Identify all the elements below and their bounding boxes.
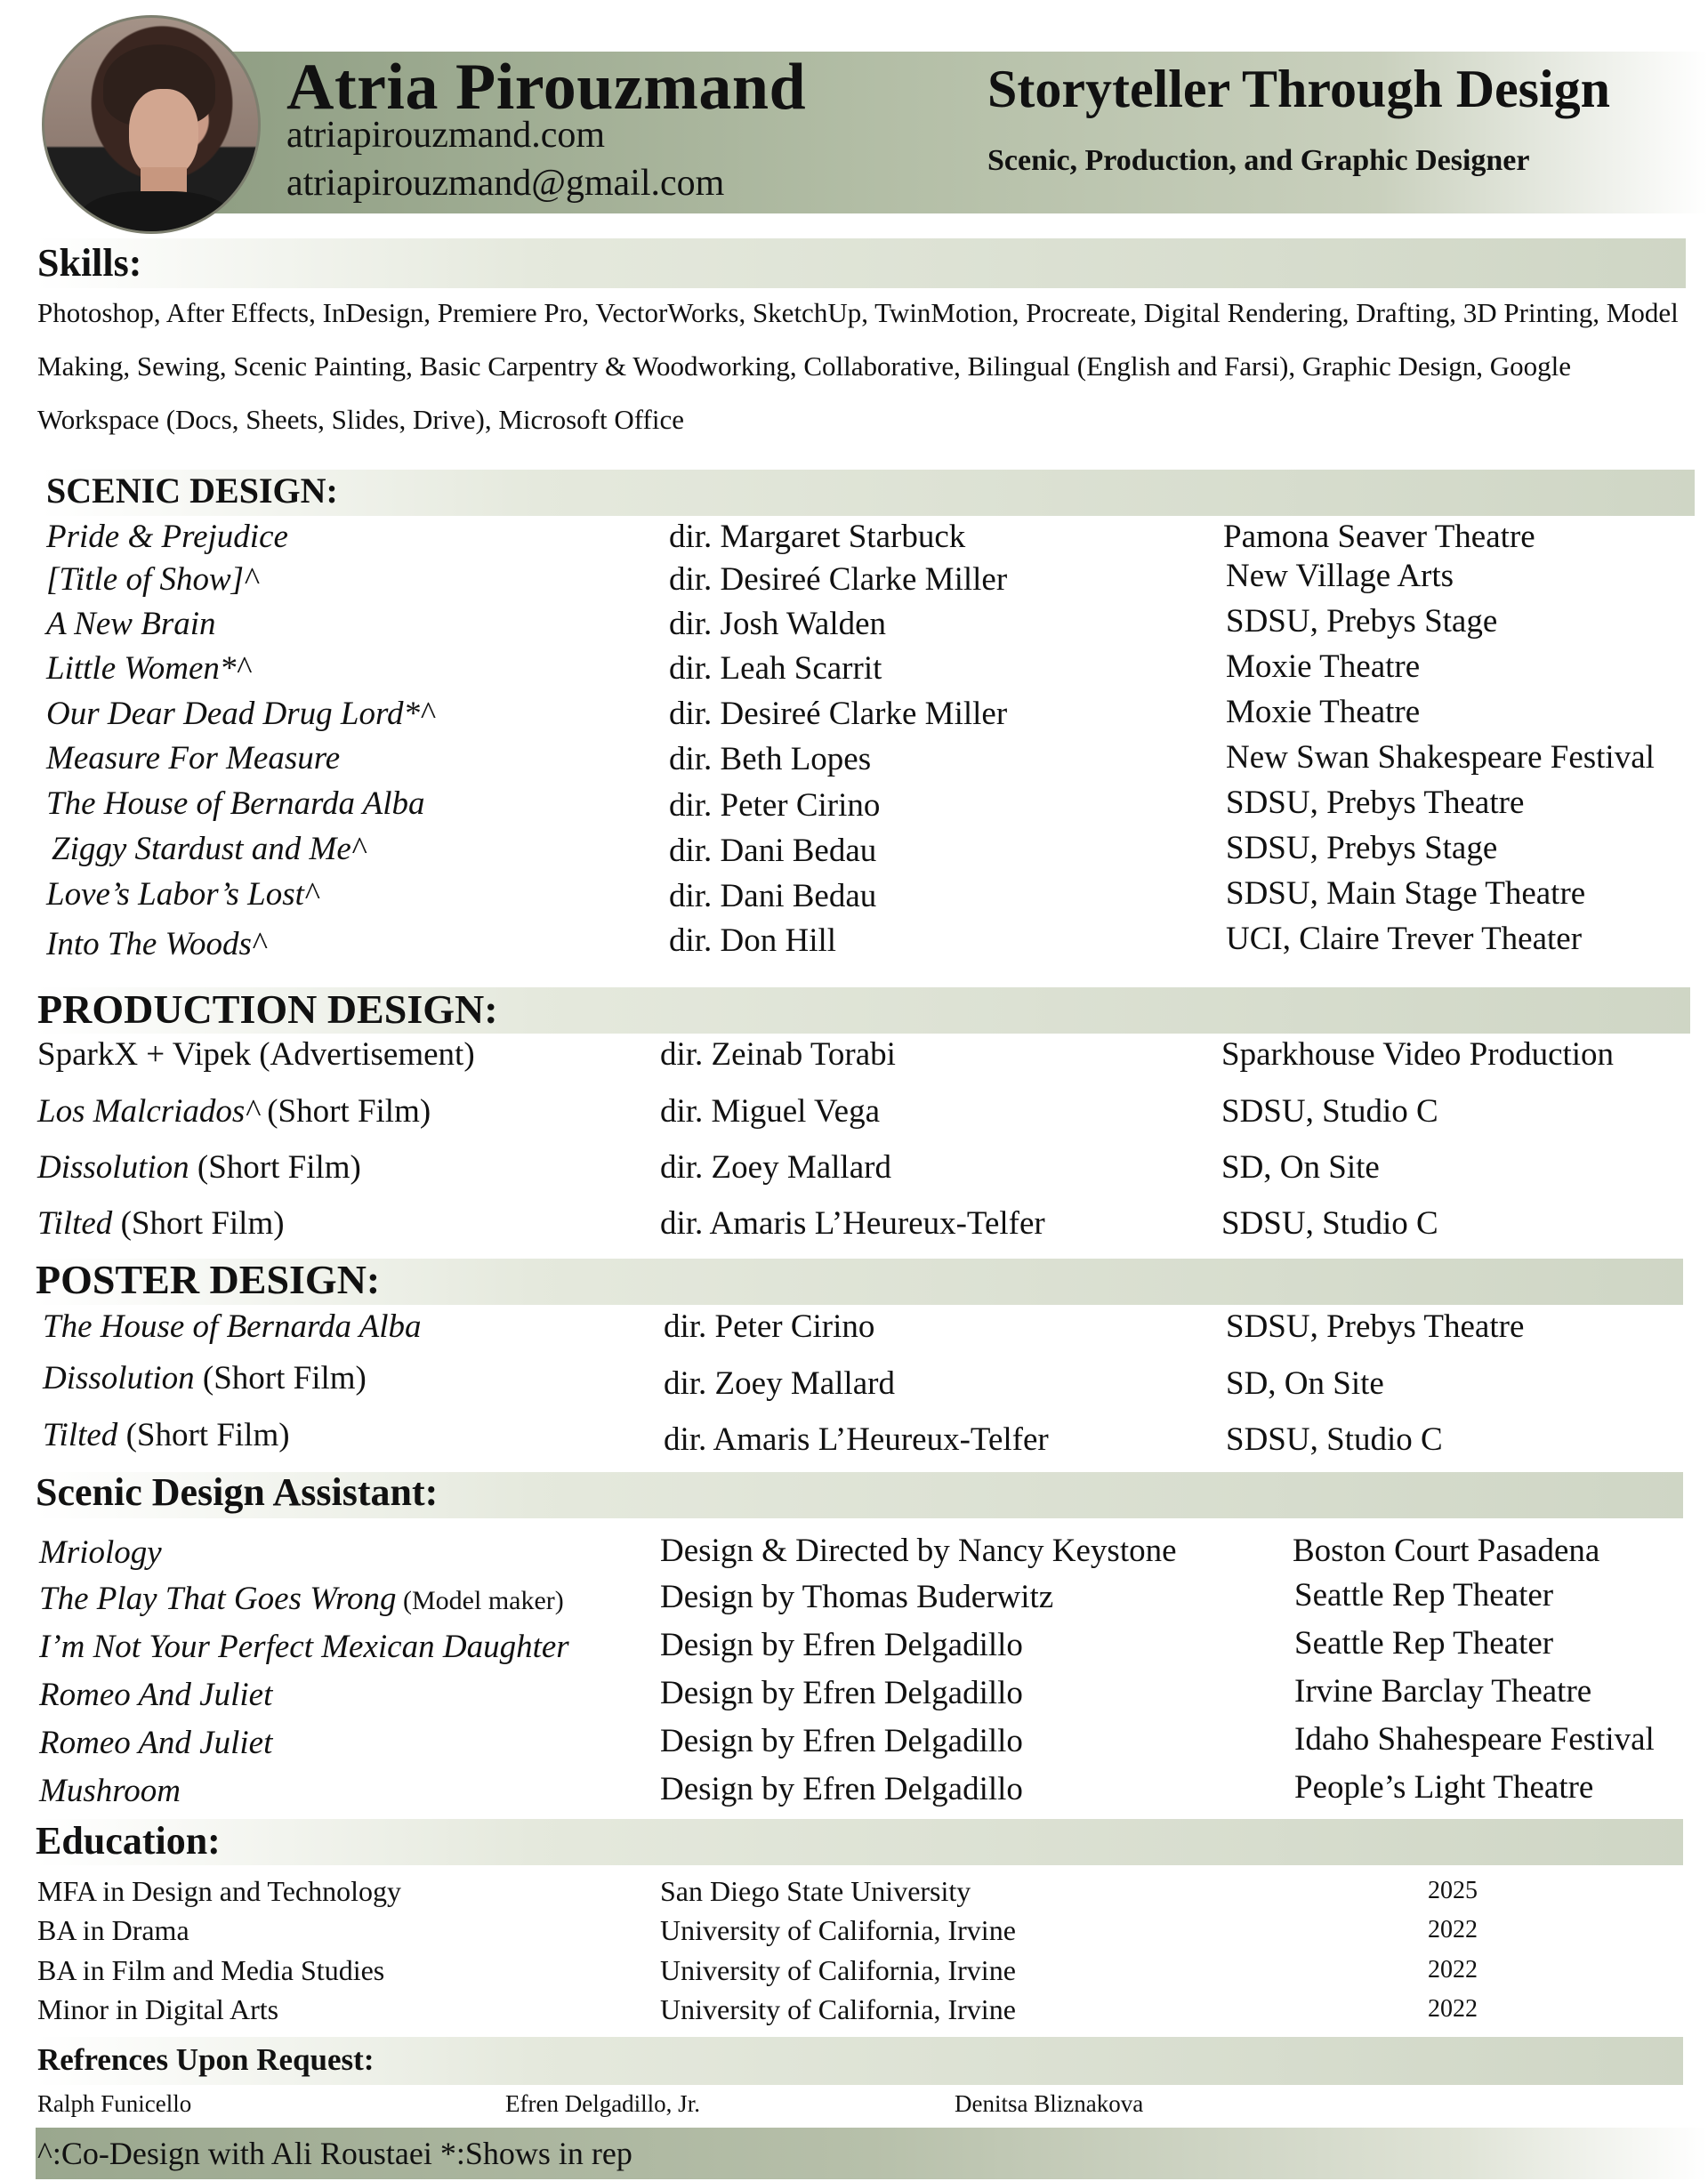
assistant-show <box>39 1580 564 1618</box>
skills-text: Photoshop, After Effects, InDesign, Premiere Pro, VectorWorks, SketchUp, TwinMotion, Procreate, Digital Rendering, Drafting, 3D Printing, Model Making, Sewing, Scenic Painting, Basic Carpentry & Woodworking, Collaborative, Bilingual (English and Farsi), Graphic Design, Google Workspace (Docs, Sheets, Slides, Drive), Microsoft Office <box>37 297 1679 435</box>
avatar <box>42 15 261 234</box>
scenic-show: Pride & Prejudice <box>46 519 288 555</box>
scenic-show: Love’s Labor’s Lost^ <box>46 876 318 913</box>
poster-show <box>43 1359 367 1397</box>
education-degree: BA in Drama <box>37 1914 189 1946</box>
poster-show <box>43 1308 421 1346</box>
poster-venue: SD, On Site <box>1226 1365 1384 1402</box>
education-title: Education: <box>36 1819 221 1863</box>
education-year: 2022 <box>1428 1956 1478 1984</box>
assistant-venue: Irvine Barclay Theatre <box>1294 1673 1592 1710</box>
reference-name: Denitsa Bliznakova <box>955 2090 1144 2117</box>
name-heading: Atria Pirouzmand <box>286 51 807 124</box>
poster-venue: SDSU, Prebys Theatre <box>1226 1308 1525 1345</box>
footer-note: ^:Co-Design with Ali Roustaei *:Shows in rep <box>37 2136 632 2171</box>
scenic-show: Into The Woods^ <box>46 926 266 962</box>
education-year: 2022 <box>1428 1916 1478 1944</box>
scenic-venue: Moxie Theatre <box>1226 648 1421 685</box>
education-year: 2025 <box>1428 1877 1478 1904</box>
assistant-designer: Design by Efren Delgadillo <box>660 1675 1023 1711</box>
tagline: Storyteller Through Design <box>987 60 1611 118</box>
scenic-venue: UCI, Claire Trever Theater <box>1226 921 1583 957</box>
scenic-venue: SDSU, Prebys Stage <box>1226 830 1498 866</box>
education-degree: BA in Film and Media Studies <box>37 1954 385 1986</box>
assistant-show <box>39 1724 272 1762</box>
poster-title: POSTER DESIGN: <box>36 1257 381 1302</box>
production-venue: SDSU, Studio C <box>1221 1205 1438 1242</box>
scenic-show: Our Dear Dead Drug Lord*^ <box>46 696 434 732</box>
scenic-director: dir. Beth Lopes <box>669 741 872 777</box>
scenic-director: dir. Margaret Starbuck <box>669 519 966 555</box>
assistant-show-title: Mushroom <box>39 1773 181 1809</box>
scenic-title: SCENIC DESIGN: <box>46 471 338 511</box>
assistant-venue: People’s Light Theatre <box>1294 1769 1594 1806</box>
production-show-note: SparkX + Vipek (Advertisement) <box>37 1036 475 1073</box>
education-degree: MFA in Design and Technology <box>37 1875 401 1907</box>
poster-show-note: (Short Film) <box>194 1360 367 1396</box>
references-title: Refrences Upon Request: <box>37 2042 375 2077</box>
assistant-show-title: I’m Not Your Perfect Mexican Daughter <box>39 1629 569 1665</box>
skills-title: Skills: <box>37 241 142 285</box>
scenic-show: A New Brain <box>46 606 216 642</box>
production-show <box>37 1204 285 1243</box>
assistant-venue: Seattle Rep Theater <box>1294 1577 1554 1614</box>
education-band <box>36 1819 1683 1865</box>
poster-director: dir. Amaris L’Heureux-Telfer <box>664 1421 1049 1458</box>
scenic-show: The House of Bernarda Alba <box>46 785 425 822</box>
education-school: University of California, Irvine <box>660 1914 1016 1946</box>
website-link[interactable]: atriapirouzmand.com <box>286 115 606 156</box>
assistant-designer: Design by Efren Delgadillo <box>660 1771 1023 1807</box>
production-show-title: Dissolution <box>37 1149 189 1186</box>
education-school: University of California, Irvine <box>660 1993 1016 2025</box>
scenic-venue: Moxie Theatre <box>1226 694 1421 730</box>
education-school: University of California, Irvine <box>660 1954 1016 1986</box>
production-venue: SDSU, Studio C <box>1221 1093 1438 1130</box>
assistant-designer: Design & Directed by Nancy Keystone <box>660 1533 1177 1569</box>
scenic-show: Little Women*^ <box>46 650 251 687</box>
assistant-show-title: Mriology <box>39 1534 162 1571</box>
scenic-venue: SDSU, Prebys Stage <box>1226 603 1498 640</box>
assistant-designer: Design by Efren Delgadillo <box>660 1723 1023 1759</box>
assistant-show <box>39 1772 181 1810</box>
scenic-director: dir. Dani Bedau <box>669 833 877 869</box>
production-director: dir. Amaris L’Heureux-Telfer <box>660 1205 1045 1242</box>
poster-show-note: (Short Film) <box>117 1417 290 1453</box>
poster-director: dir. Zoey Mallard <box>664 1365 895 1402</box>
assistant-show-title: Romeo And Juliet <box>39 1677 273 1713</box>
assistant-show-note: (Model maker) <box>396 1586 564 1615</box>
scenic-director: dir. Don Hill <box>669 922 837 959</box>
production-director: dir. Zoey Mallard <box>660 1149 891 1186</box>
poster-show-title: The House of Bernarda Alba <box>43 1308 422 1345</box>
production-venue: SD, On Site <box>1221 1149 1380 1186</box>
poster-show <box>43 1416 290 1454</box>
assistant-show <box>39 1628 569 1666</box>
poster-venue: SDSU, Studio C <box>1226 1421 1443 1458</box>
subtitle: Scenic, Production, and Graphic Designer <box>987 144 1530 177</box>
scenic-director: dir. Leah Scarrit <box>669 650 882 687</box>
production-show <box>37 1092 431 1131</box>
assistant-venue: Idaho Shahespeare Festival <box>1294 1721 1655 1758</box>
assistant-show-title: The Play That Goes Wrong <box>39 1581 397 1617</box>
email-link[interactable]: atriapirouzmand@gmail.com <box>286 163 725 204</box>
scenic-venue: New Swan Shakespeare Festival <box>1226 739 1655 776</box>
scenic-venue: New Village Arts <box>1226 558 1454 594</box>
production-show-title: Los Malcriados^ <box>37 1093 259 1130</box>
production-show-note: (Short Film) <box>258 1093 431 1130</box>
production-director: dir. Zeinab Torabi <box>660 1036 896 1073</box>
poster-show-title: Tilted <box>43 1417 118 1453</box>
assistant-venue: Seattle Rep Theater <box>1294 1625 1554 1662</box>
production-venue: Sparkhouse Video Production <box>1221 1036 1615 1073</box>
production-show <box>37 1148 361 1187</box>
scenic-venue: Pamona Seaver Theatre <box>1223 519 1535 555</box>
assistant-title: Scenic Design Assistant: <box>36 1470 439 1514</box>
assistant-designer: Design by Thomas Buderwitz <box>660 1579 1054 1615</box>
assistant-show-title: Romeo And Juliet <box>39 1725 273 1761</box>
production-show-note: (Short Film) <box>189 1149 361 1186</box>
production-show-note: (Short Film) <box>112 1205 285 1242</box>
assistant-show <box>39 1533 162 1572</box>
skills-band <box>36 238 1686 288</box>
scenic-director: dir. Dani Bedau <box>669 878 877 914</box>
education-year: 2022 <box>1428 1995 1478 2023</box>
scenic-show: Measure For Measure <box>46 740 341 777</box>
production-show <box>37 1035 475 1074</box>
production-show-title: Tilted <box>37 1205 113 1242</box>
production-director: dir. Miguel Vega <box>660 1093 880 1130</box>
scenic-show: [Title of Show]^ <box>46 561 258 598</box>
scenic-venue: SDSU, Main Stage Theatre <box>1226 875 1586 912</box>
poster-director: dir. Peter Cirino <box>664 1308 875 1345</box>
scenic-director: dir. Josh Walden <box>669 606 887 642</box>
scenic-venue: SDSU, Prebys Theatre <box>1226 785 1525 821</box>
assistant-show <box>39 1676 272 1714</box>
scenic-director: dir. Desireé Clarke Miller <box>669 696 1008 732</box>
scenic-director: dir. Peter Cirino <box>669 787 881 824</box>
reference-name: Efren Delgadillo, Jr. <box>505 2090 700 2117</box>
production-title: PRODUCTION DESIGN: <box>37 986 498 1032</box>
poster-show-title: Dissolution <box>43 1360 195 1396</box>
scenic-show: Ziggy Stardust and Me^ <box>52 831 366 867</box>
education-school: San Diego State University <box>660 1875 971 1907</box>
reference-name: Ralph Funicello <box>37 2090 192 2117</box>
scenic-director: dir. Desireé Clarke Miller <box>669 561 1008 598</box>
assistant-venue: Boston Court Pasadena <box>1293 1533 1600 1569</box>
assistant-designer: Design by Efren Delgadillo <box>660 1627 1023 1663</box>
education-degree: Minor in Digital Arts <box>37 1993 279 2025</box>
